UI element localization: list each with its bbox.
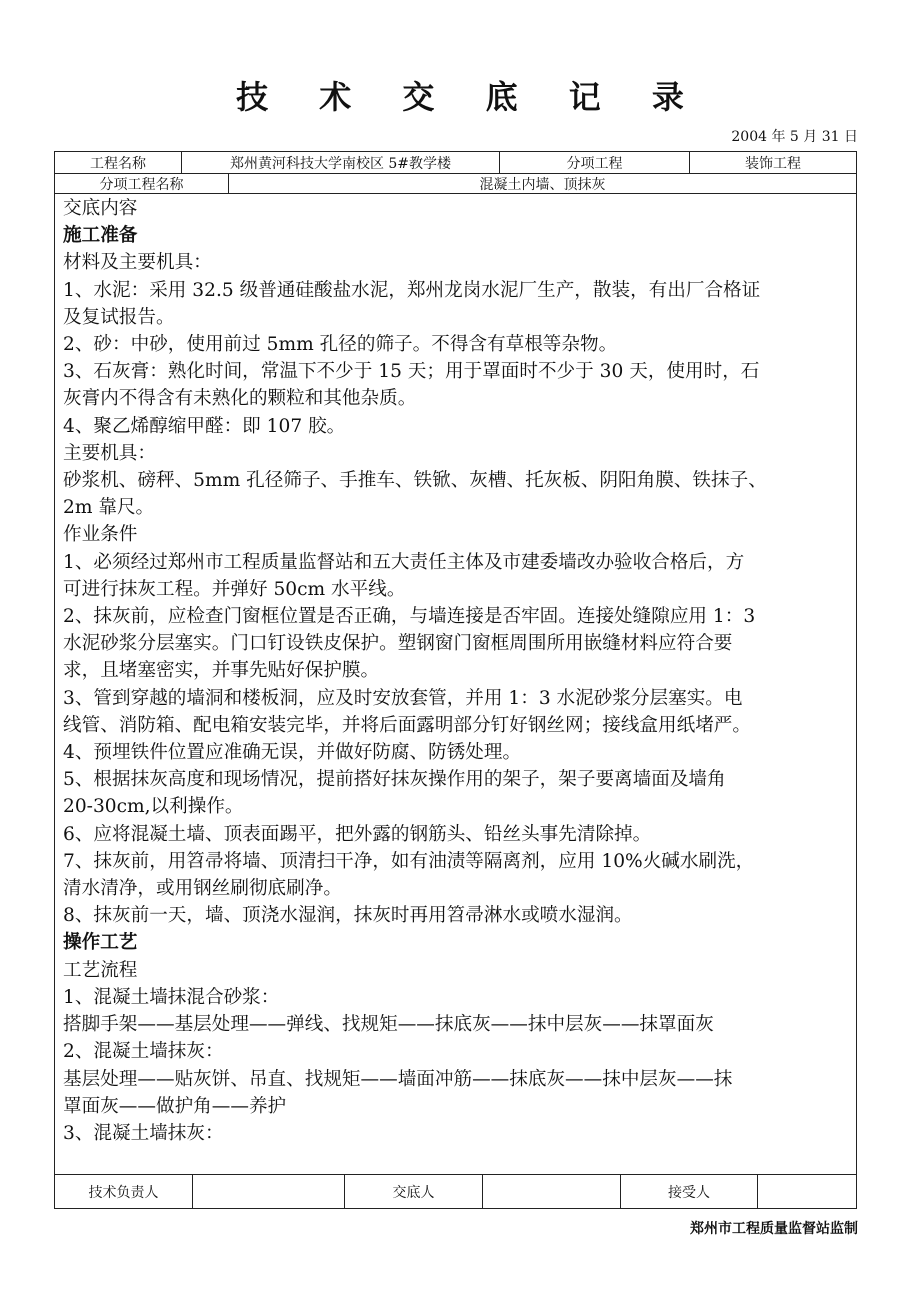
content-line: 灰膏内不得含有未熟化的颗粒和其他杂质。 <box>63 388 417 410</box>
content-line: 3、石灰膏：熟化时间，常温下不少于 15 天；用于罩面时不少于 30 天，使用时，石 <box>63 361 760 383</box>
content-line: 6、应将混凝土墙、顶表面踢平，把外露的钢筋头、铅丝头事先清除掉。 <box>63 823 652 845</box>
signature-row <box>55 1174 856 1208</box>
sub-project-value: 装饰工程 <box>745 155 801 172</box>
content-line: 2m 靠尺。 <box>63 497 155 519</box>
content-line: 20-30cm,以利操作。 <box>63 796 244 818</box>
content-line: 5、根据抹灰高度和现场情况，提前搭好抹灰操作用的架子，架子要离墙面及墙角 <box>63 769 726 791</box>
sub-project-name-label: 分项工程名称 <box>55 174 229 193</box>
content-line: 水泥砂浆分层塞实。门口钉设铁皮保护。塑钢窗门窗框周围所用嵌缝材料应符合要 <box>63 633 733 655</box>
content-line: 主要机具： <box>63 442 156 464</box>
section-heading: 施工准备 <box>63 225 138 247</box>
record-date: 2004 年 5 月 31 日 <box>731 129 858 145</box>
content-line: 7、抹灰前，用笤帚将墙、顶清扫干净，如有油渍等隔离剂，应用 10%火碱水刷洗， <box>63 850 755 872</box>
section-heading: 操作工艺 <box>63 932 138 954</box>
content-line: 4、预埋铁件位置应准确无误，并做好防腐、防锈处理。 <box>63 742 522 764</box>
project-name-label: 工程名称 <box>55 152 182 173</box>
content-line: 4、聚乙烯醇缩甲醛：即 107 胶。 <box>63 415 346 437</box>
sub-project-label: 分项工程 <box>500 152 690 173</box>
content-line: 材料及主要机具： <box>63 252 212 274</box>
content-line: 2、抹灰前，应检查门窗框位置是否正确，与墙连接是否牢固。连接处缝隙应用 1：3 <box>63 606 756 628</box>
content-line: 工艺流程 <box>63 959 138 981</box>
tech-lead-value[interactable] <box>193 1175 345 1208</box>
content-line: 1、必须经过郑州市工程质量监督站和五大责任主体及市建委墙改办验收合格后，方 <box>63 551 745 573</box>
header-row-2 <box>55 174 856 194</box>
content-line: 搭脚手架——基层处理——弹线、找规矩——抹底灰——抹中层灰——抹罩面灰 <box>63 1014 714 1036</box>
content-line: 罩面灰——做护角——养护 <box>63 1095 287 1117</box>
content-line: 及复试报告。 <box>63 306 175 328</box>
content-line: 清水清净，或用钢丝刷彻底刷净。 <box>63 878 342 900</box>
handover-content <box>63 195 853 1147</box>
page-title: 技 术 交 底 记 录 <box>236 78 704 116</box>
record-form <box>54 151 857 1209</box>
receiver-label: 接受人 <box>621 1175 758 1208</box>
content-line: 1、混凝土墙抹混合砂浆： <box>63 986 280 1008</box>
content-line: 求，且堵塞密实，并事先贴好保护膜。 <box>63 660 380 682</box>
content-line: 8、抹灰前一天，墙、顶浇水湿润，抹灰时再用笤帚淋水或喷水湿润。 <box>63 905 633 927</box>
content-line: 可进行抹灰工程。并弹好 50cm 水平线。 <box>63 578 406 600</box>
handover-person-label: 交底人 <box>345 1175 483 1208</box>
handover-person-value[interactable] <box>483 1175 621 1208</box>
content-line: 砂浆机、磅秤、5mm 孔径筛子、手推车、铁锨、灰槽、托灰板、阴阳角膜、铁抹子、 <box>63 470 767 492</box>
content-line: 3、混凝土墙抹灰： <box>63 1122 224 1144</box>
supervision-note: 郑州市工程质量监督站监制 <box>690 1221 858 1237</box>
header-row-1 <box>55 152 856 174</box>
content-line: 基层处理——贴灰饼、吊直、找规矩——墙面冲筋——抹底灰——抹中层灰——抹 <box>63 1068 733 1090</box>
content-line: 线管、消防箱、配电箱安装完毕，并将后面露明部分钉好钢丝网；接线盒用纸堵严。 <box>63 714 751 736</box>
sub-project-name-value: 混凝土内墙、顶抹灰 <box>479 176 606 193</box>
tech-lead-label: 技术负责人 <box>55 1175 193 1208</box>
content-line: 3、管到穿越的墙洞和楼板洞，应及时安放套管，并用 1：3 水泥砂浆分层塞实。电 <box>63 687 743 709</box>
content-line: 1、水泥：采用 32.5 级普通硅酸盐水泥，郑州龙岗水泥厂生产，散装，有出厂合格证 <box>63 279 761 301</box>
content-line: 2、混凝土墙抹灰： <box>63 1041 224 1063</box>
receiver-value[interactable] <box>758 1175 856 1208</box>
content-line: 交底内容 <box>63 198 138 219</box>
project-name-value: 郑州黄河科技大学南校区 5#教学楼 <box>182 152 500 173</box>
content-line: 2、砂：中砂，使用前过 5mm 孔径的筛子。不得含有草根等杂物。 <box>63 334 618 356</box>
content-line: 作业条件 <box>63 524 138 546</box>
